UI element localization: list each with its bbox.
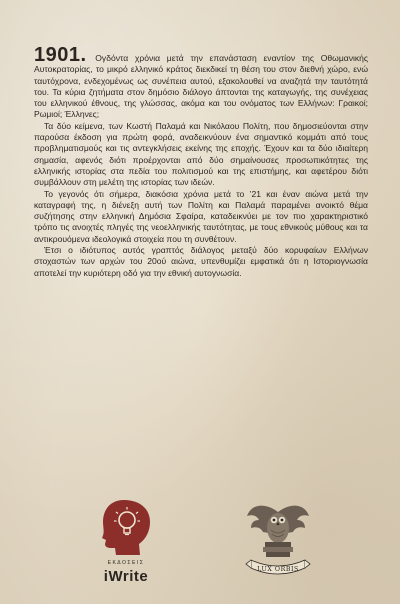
paragraph-1-text: Ογδόντα χρόνια μετά την επανάσταση εναντίον της Οθωμανικής Αυτοκρατορίας, το μικρό ελληνικό κράτος διεκδικεί τη θέση του στον διεθνή χώρο, ενώ ταυτόχρονα, ενδεχομένως ως συνέπεια αυτού, εξακολουθεί να αναζητά την ταυτότητά του. Τα κύρια ζητήματα στον δημόσιο διάλογο άπτονται της καταγωγής, της συνέχειας του ελληνικού έθνους, της γλώσσας, ακόμα και του ονόματος των Ελλήνων: Γραικοί; Ρωμιοί; Έλληνες;	[34, 53, 369, 120]
paragraph-2: Τα δύο κείμενα, των Κωστή Παλαμά και Νικόλαου Πολίτη, που δημοσιεύονται στην παρούσα έκδοση για πρώτη φορά, αναδεικνύουν ένα σημαντικό κομμάτι από τους προβληματισμούς και τις αντεγκλήσεις εκείνης της εποχής. Έχουν και τα δύο ιδιαίτερη σημασία, αφενός διότι προέρχονται από δύο σημαίνουσες προσωπικότητες της ελληνικής ιστορίας στα πεδία του πολιτισμού και της επιστήμης, και αφετέρου διότι συμβάλλουν στη μελέτη της ιστορίας των ιδεών.	[34, 120, 368, 188]
head-lightbulb-icon	[100, 498, 152, 556]
paragraph-4: Έτσι ο ιδιότυπος αυτός γραπτός διάλογος μεταξύ δύο κορυφαίων Ελλήνων στοχαστών των αρχών του 20ού αιώνα, υπενθυμίζει εμφατικά ότι η Ιστοριογνωσία αποτελεί την κυριότερη οδό για την εθνική αυτογνωσία.	[34, 245, 368, 278]
paragraph-3: Το γεγονός ότι σήμερα, διακόσια χρόνια μετά το ’21 και έναν αιώνα μετά την καταγραφή της, η διένεξη αυτή των Πολίτη και Παλαμά παραμένει ανοικτό θέμα συζήτησης στην ελληνική Δημόσια Σφαίρα, καταδεικνύει με τον πιο χαρακτηριστικό τρόπο τις ανοιχτές πληγές της νεοελληνικής ταυτότητας, με τους εθνικούς μύθους και τα αντικρουόμενα ιδεολογικά στοιχεία που τη συνθέτουν.	[34, 188, 368, 244]
publisher-logo	[86, 498, 166, 588]
publisher-small-label: ΕΚΔΟΣΕΙΣ	[107, 560, 145, 566]
series-ribbon-text: LUX ORBIS	[257, 566, 299, 573]
year-heading: 1901.	[34, 44, 87, 66]
paragraph-1	[34, 44, 369, 121]
back-cover-text	[34, 44, 369, 279]
publisher-brand: iWrite	[103, 568, 149, 585]
owl-on-books-icon	[245, 494, 311, 588]
series-logo	[245, 494, 311, 588]
